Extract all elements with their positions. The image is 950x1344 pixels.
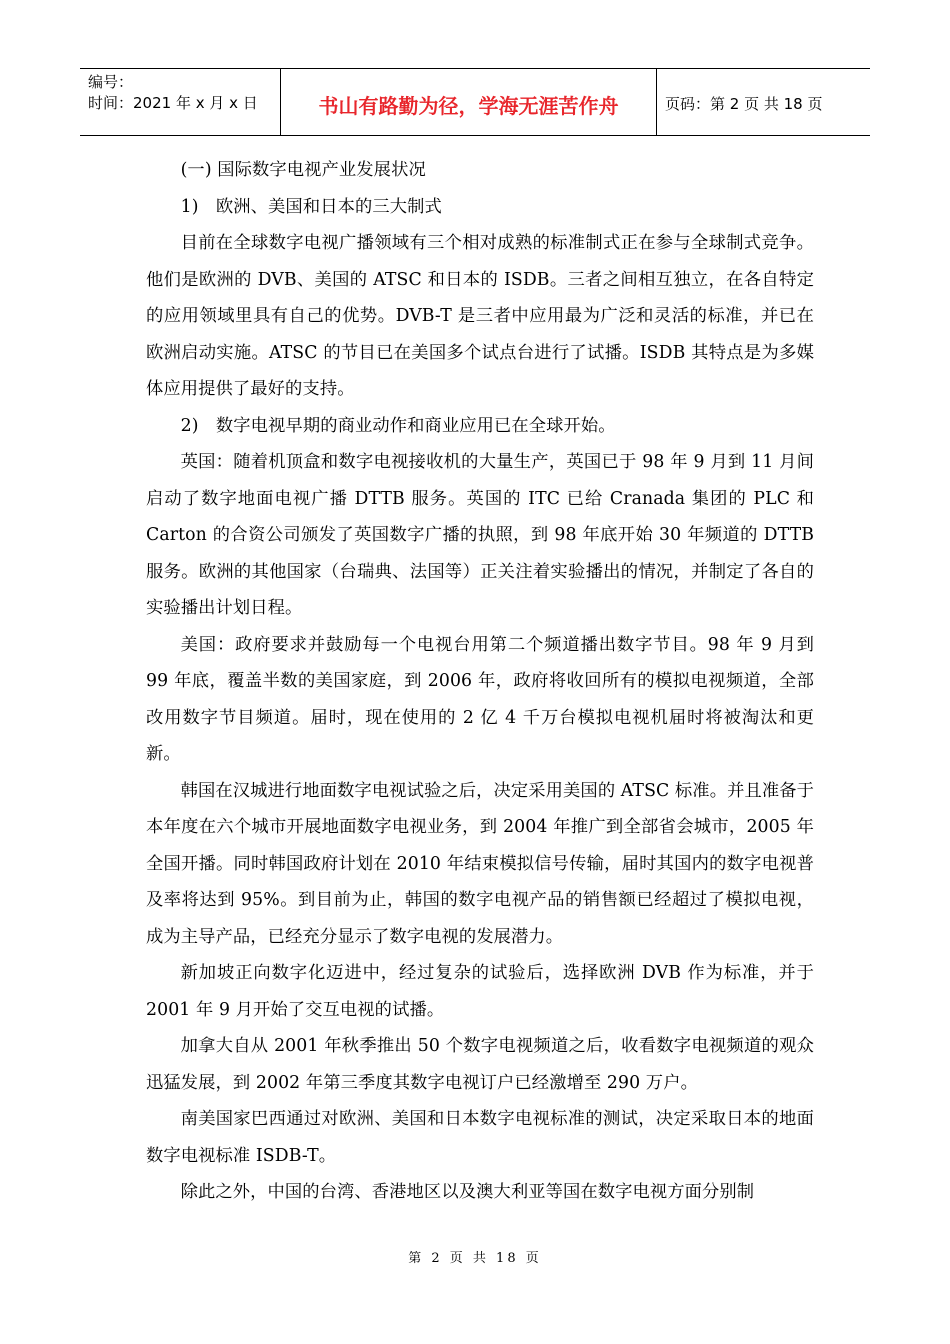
document-header xyxy=(80,68,870,136)
paragraph: 加拿大自从 2001 年秋季推出 50 个数字电视频道之后，收看数字电视频道的观众迅猛发展，到 2002 年第三季度其数字电视订户已经激增至 290 万户。 xyxy=(146,1036,814,1093)
document-body xyxy=(146,152,814,1211)
paragraph: 除此之外，中国的台湾、香港地区以及澳大利亚等国在数字电视方面分别制 xyxy=(180,1182,755,1202)
subheading-1: 1) 欧洲、美国和日本的三大制式 xyxy=(180,196,442,217)
header-time-label: 时间：2021 年 x 月 x 日 xyxy=(88,94,258,112)
header-code-label: 编号： xyxy=(88,73,134,91)
header-motto: 书山有路勤为径，学海无涯苦作舟 xyxy=(281,69,657,135)
header-meta-cell xyxy=(80,69,281,135)
paragraph: 英国：随着机顶盒和数字电视接收机的大量生产，英国已于 98 年 9 月到 11 月间启动了数字地面电视广播 DTTB 服务。英国的 ITC 已给 Cranada 集团的 PLC 和 Carton 的合资公司颁发了英国数字广播的执照，到 98 年底开始 30 年频道的 DTTB 服务。欧洲的其他国家（台瑞典、法国等）正关注着实验播出的情况，并制定了各自的实验播出计划日程。 xyxy=(146,452,814,618)
paragraph: 美国：政府要求并鼓励每一个电视台用第二个频道播出数字节目。98 年 9 月到 99 年底，覆盖半数的美国家庭，到 2006 年，政府将收回所有的模拟电视频道，全部改用数字节目频道。届时，现在使用的 2 亿 4 千万台模拟电视机届时将被淘汰和更新。 xyxy=(146,634,814,764)
paragraph: 新加坡正向数字化迈进中，经过复杂的试验后，选择欧洲 DVB 作为标准，并于 2001 年 9 月开始了交互电视的试播。 xyxy=(146,963,814,1020)
page-footer: 第 2 页 共 18 页 xyxy=(408,1251,542,1266)
paragraph: 目前在全球数字电视广播领域有三个相对成熟的标准制式正在参与全球制式竞争。他们是欧洲的 DVB、美国的 ATSC 和日本的 ISDB。三者之间相互独立，在各自特定的应用领域里具有自己的优势。DVB-T 是三者中应用最为广泛和灵活的标准，并已在欧洲启动实施。ATSC 的节目已在美国多个试点台进行了试播。ISDB 其特点是为多媒体应用提供了最好的支持。 xyxy=(146,233,814,399)
paragraph: 韩国在汉城进行地面数字电视试验之后，决定采用美国的 ATSC 标准。并且准备于本年度在六个城市开展地面数字电视业务，到 2004 年推广到全部省会城市，2005 年全国开播。同时韩国政府计划在 2010 年结束模拟信号传输，届时其国内的数字电视普及率将达到 95%。到目前为止，韩国的数字电视产品的销售额已经超过了模拟电视，成为主导产品，已经充分显示了数字电视的发展潜力。 xyxy=(146,780,814,947)
subheading-2: 2) 数字电视早期的商业动作和商业应用已在全球开始。 xyxy=(180,415,616,436)
paragraph: 南美国家巴西通过对欧洲、美国和日本数字电视标准的测试，决定采取日本的地面数字电视标准 ISDB-T。 xyxy=(146,1109,814,1166)
section-heading: (一) 国际数字电视产业发展状况 xyxy=(180,160,426,180)
header-page-info: 页码：第 2 页 共 18 页 xyxy=(665,94,823,113)
